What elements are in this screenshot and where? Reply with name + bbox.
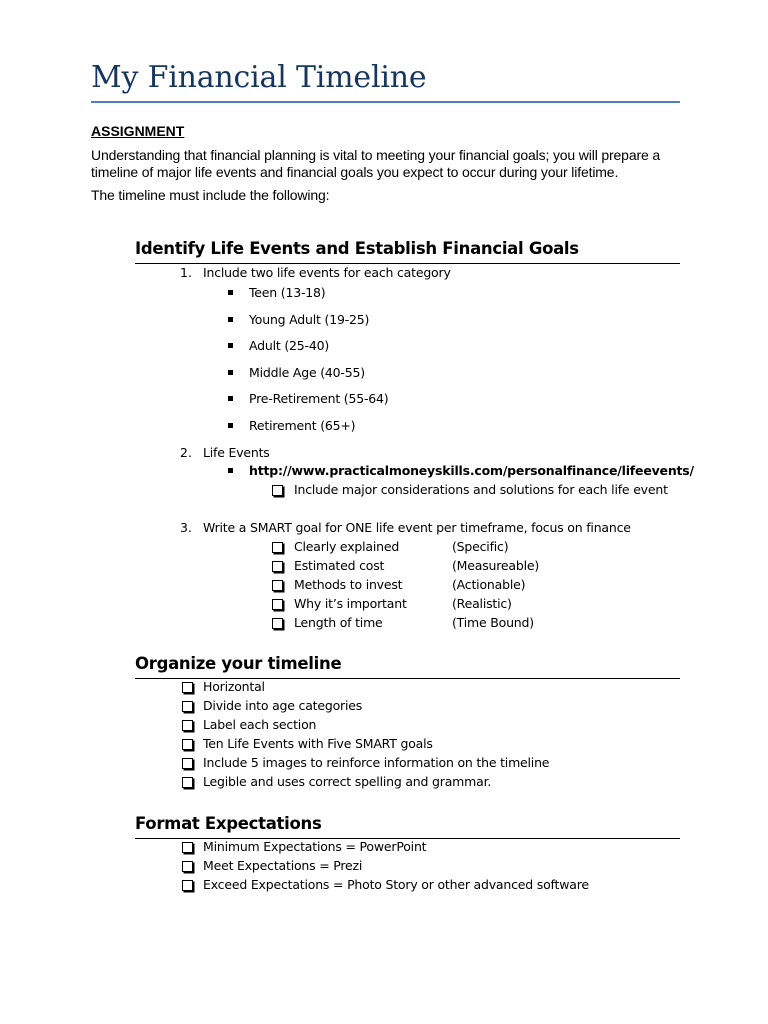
checkbox-icon xyxy=(272,485,283,496)
assignment-paragraph: Understanding that financial planning is vital to meeting your financial goals; you will prepare a timeline of major life events and financial goals you expect to occur during your lifetime. xyxy=(91,147,660,180)
smart-label: Methods to invest xyxy=(294,577,403,592)
smart-type: (Realistic) xyxy=(452,596,512,611)
list-number: 2. xyxy=(180,445,192,460)
section-heading-life-events: Identify Life Events and Establish Financial Goals xyxy=(135,239,579,258)
bullet-icon xyxy=(228,396,233,401)
section-heading-format: Format Expectations xyxy=(135,814,322,833)
checklist-item: Label each section xyxy=(203,717,317,732)
page-title: My Financial Timeline xyxy=(91,60,427,95)
checkbox-icon xyxy=(272,599,283,610)
bullet-icon xyxy=(228,317,233,322)
smart-type: (Measureable) xyxy=(452,558,540,573)
checkbox-icon xyxy=(272,561,283,572)
category-item: Pre-Retirement (55-64) xyxy=(249,391,389,406)
checkbox-icon xyxy=(182,842,193,853)
checkbox-icon xyxy=(182,701,193,712)
smart-label: Why it’s important xyxy=(294,596,407,611)
smart-type: (Specific) xyxy=(452,539,509,554)
checkbox-icon xyxy=(182,777,193,788)
checkbox-icon xyxy=(182,758,193,769)
bullet-icon xyxy=(228,343,233,348)
list-item: Write a SMART goal for ONE life event per timeframe, focus on finance xyxy=(203,520,631,535)
checkbox-icon xyxy=(272,542,283,553)
assignment-heading: ASSIGNMENT xyxy=(91,123,185,139)
list-item: Include two life events for each category xyxy=(203,265,451,280)
bullet-icon xyxy=(228,423,233,428)
checklist-item: Divide into age categories xyxy=(203,698,363,713)
checklist-item: Meet Expectations = Prezi xyxy=(203,858,363,873)
checkbox-icon xyxy=(182,720,193,731)
checklist-item: Legible and uses correct spelling and grammar. xyxy=(203,774,492,789)
category-item: Retirement (65+) xyxy=(249,418,356,433)
list-number: 1. xyxy=(180,265,192,280)
assignment-intro: The timeline must include the following: xyxy=(91,187,330,203)
checklist-item: Include 5 images to reinforce information on the timeline xyxy=(203,755,550,770)
category-item: Teen (13-18) xyxy=(249,285,326,300)
smart-label: Length of time xyxy=(294,615,383,630)
checklist-item: Horizontal xyxy=(203,679,265,694)
smart-label: Clearly explained xyxy=(294,539,400,554)
checkbox-icon xyxy=(182,861,193,872)
checkbox-icon xyxy=(182,682,193,693)
smart-label: Estimated cost xyxy=(294,558,385,573)
list-item: Life Events xyxy=(203,445,270,460)
category-item: Adult (25-40) xyxy=(249,338,330,353)
bullet-icon xyxy=(228,370,233,375)
checklist-item: Minimum Expectations = PowerPoint xyxy=(203,839,427,854)
list-number: 3. xyxy=(180,520,192,535)
title-divider xyxy=(91,101,680,103)
category-item: Young Adult (19-25) xyxy=(249,312,370,327)
checkbox-icon xyxy=(182,880,193,891)
life-events-link[interactable]: http://www.practicalmoneyskills.com/personalfinance/lifeevents/ xyxy=(249,463,694,478)
checkbox-icon xyxy=(272,580,283,591)
checklist-item: Exceed Expectations = Photo Story or other advanced software xyxy=(203,877,589,892)
checklist-item: Ten Life Events with Five SMART goals xyxy=(203,736,433,751)
bullet-icon xyxy=(228,290,233,295)
checkbox-icon xyxy=(272,618,283,629)
bullet-icon xyxy=(228,468,233,473)
category-item: Middle Age (40-55) xyxy=(249,365,365,380)
smart-type: (Time Bound) xyxy=(452,615,534,630)
smart-type: (Actionable) xyxy=(452,577,526,592)
checkbox-icon xyxy=(182,739,193,750)
section-heading-organize: Organize your timeline xyxy=(135,654,342,673)
checklist-item: Include major considerations and solutions for each life event xyxy=(294,482,668,497)
